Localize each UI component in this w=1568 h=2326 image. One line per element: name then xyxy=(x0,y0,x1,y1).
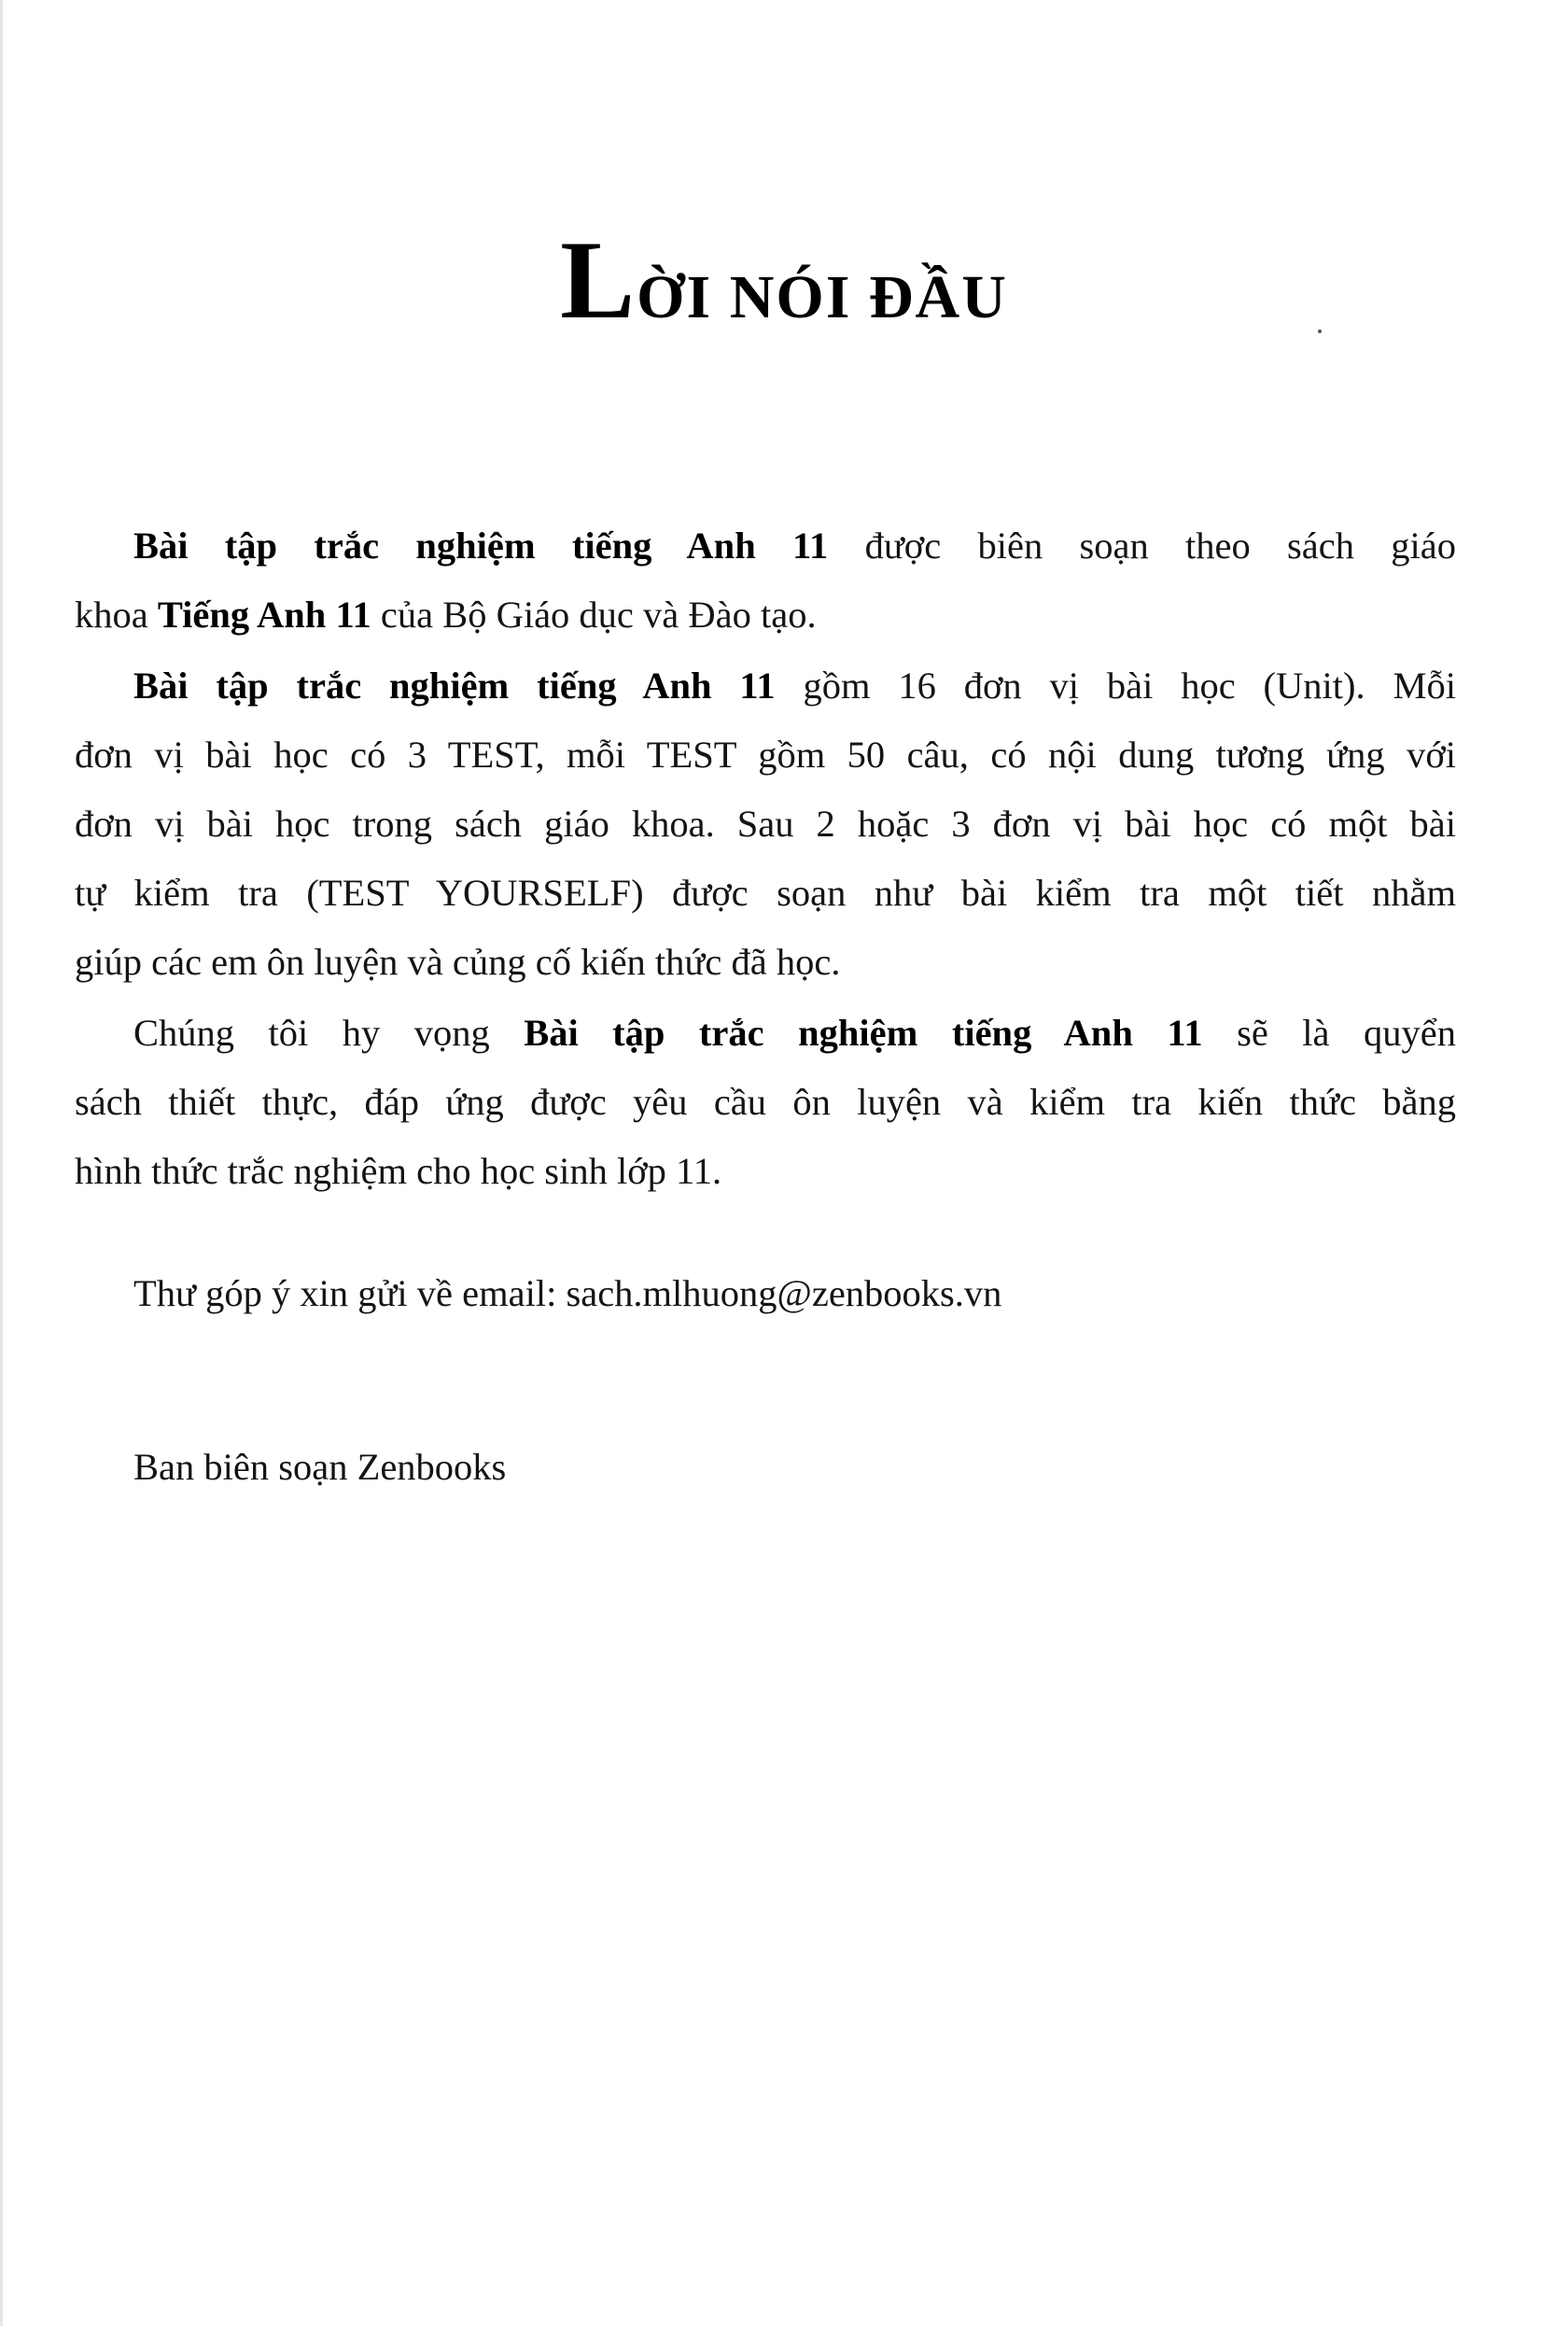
paragraph-2-line-1 xyxy=(75,652,1456,721)
paragraph-2-line-5: giúp các em ôn luyện và củng cố kiến thức đã học. xyxy=(75,941,841,983)
title-rest: ỜI NÓI ĐẦU xyxy=(637,263,1008,331)
paragraph-3-line-1-text: sẽ là quyển xyxy=(1237,1012,1456,1054)
paragraph-3-line-1 xyxy=(75,999,1456,1068)
paragraph-1-line-1-text: được biên soạn theo sách giáo xyxy=(864,525,1457,567)
paragraph-3-line-2: sách thiết thực, đáp ứng được yêu cầu ôn luyện và kiểm tra kiến thức bằng xyxy=(75,1081,1456,1123)
scan-edge xyxy=(0,0,3,2326)
paragraph-1-line-2-text: của Bộ Giáo dục và Đào tạo. xyxy=(380,594,817,636)
book-title-bold: Bài tập trắc nghiệm tiếng Anh 11 xyxy=(524,1012,1203,1054)
book-title-bold: Bài tập trắc nghiệm tiếng Anh 11 xyxy=(133,525,829,567)
paragraph-3-line-3: hình thức trắc nghiệm cho học sinh lớp 11. xyxy=(75,1150,722,1192)
textbook-title-bold: Tiếng Anh 11 xyxy=(157,594,371,636)
paragraph-1-line-1 xyxy=(75,511,1456,581)
preface-body xyxy=(75,511,1456,1206)
title-initial: L xyxy=(560,217,637,342)
paragraph-1-line-2 xyxy=(75,581,1456,650)
contact-email-line: Thư góp ý xin gửi về email: sach.mlhuong@zenbooks.vn xyxy=(133,1272,1002,1314)
paragraph-2-line-2: đơn vị bài học có 3 TEST, mỗi TEST gồm 50 câu, có nội dung tương ứng với xyxy=(75,734,1456,776)
signature-line: Ban biên soạn Zenbooks xyxy=(133,1446,507,1488)
paragraph-1-line-2-start: khoa xyxy=(75,594,148,636)
book-title-bold: Bài tập trắc nghiệm tiếng Anh 11 xyxy=(133,665,776,707)
paragraph-2-line-3: đơn vị bài học trong sách giáo khoa. Sau 2 hoặc 3 đơn vị bài học có một bài xyxy=(75,803,1456,845)
paragraph-3-line-1-start: Chúng tôi hy vọng xyxy=(133,1012,490,1054)
paragraph-2-line-1-text: gồm 16 đơn vị bài học (Unit). Mỗi xyxy=(803,665,1456,707)
paragraph-2-line-4: tự kiểm tra (TEST YOURSELF) được soạn như bài kiểm tra một tiết nhằm xyxy=(75,872,1456,914)
page-title xyxy=(0,217,1568,342)
